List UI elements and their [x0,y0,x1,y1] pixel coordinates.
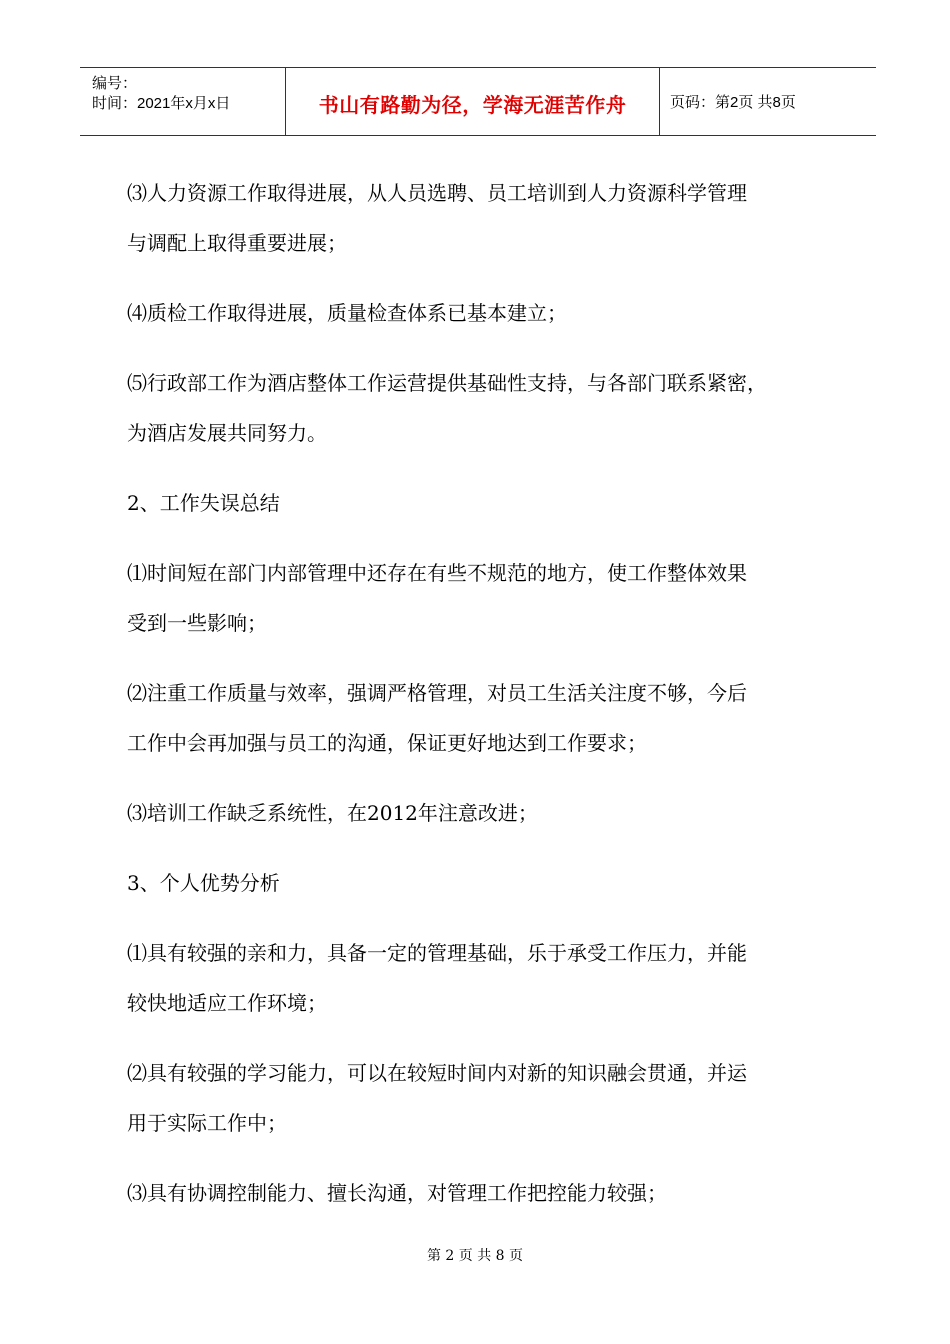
paragraph [127,788,837,838]
paragraph-line: ⑸行政部工作为酒店整体工作运营提供基础性支持，与各部门联系紧密， [127,371,767,395]
document-time-label: 时间：2021年x月x日 [92,95,231,112]
paragraph-line: 与调配上取得重要进展； [127,231,347,255]
paragraph-line: ⑶具有协调控制能力、擅长沟通，对管理工作把控能力较强； [127,1181,667,1205]
paragraph [127,668,837,768]
page-footer: 第 2 页 共 8 页 [426,1248,524,1264]
paragraph-line: ⑴具有较强的亲和力，具备一定的管理基础，乐于承受工作压力，并能 [127,941,747,965]
paragraph [127,478,837,528]
paragraph [127,358,837,458]
paragraph-line: 为酒店发展共同努力。 [127,421,327,445]
header-motto-cell [286,68,660,135]
header-motto: 书山有路勤为径，学海无涯苦作舟 [318,93,627,117]
paragraph-line: 用于实际工作中； [127,1111,287,1135]
paragraph [127,1168,837,1218]
header-meta-cell [80,68,286,135]
paragraph-line: 3、个人优势分析 [127,871,280,895]
header-page-label: 页码：第2页 共8页 [670,94,796,111]
paragraph [127,168,837,268]
paragraph-line: ⑶培训工作缺乏系统性，在2012年注意改进； [127,801,538,825]
paragraph-line: 2、工作失误总结 [127,491,280,515]
paragraph [127,548,837,648]
paragraph [127,288,837,338]
paragraph-line: ⑵注重工作质量与效率，强调严格管理，对员工生活关注度不够，今后 [127,681,747,705]
paragraph-line: ⑴时间短在部门内部管理中还存在有些不规范的地方，使工作整体效果 [127,561,747,585]
paragraph-line: 较快地适应工作环境； [127,991,327,1015]
paragraph [127,928,837,1028]
document-body [127,168,837,1238]
paragraph-line: 工作中会再加强与员工的沟通，保证更好地达到工作要求； [127,731,647,755]
paragraph-line: 受到一些影响； [127,611,267,635]
paragraph [127,1048,837,1148]
paragraph-line: ⑶人力资源工作取得进展，从人员选聘、员工培训到人力资源科学管理 [127,181,747,205]
paragraph-line: ⑷质检工作取得进展，质量检查体系已基本建立； [127,301,567,325]
header-page-cell [660,68,876,135]
paragraph-line: ⑵具有较强的学习能力，可以在较短时间内对新的知识融会贯通，并运 [127,1061,747,1085]
document-number-label: 编号： [92,75,138,92]
header-table [80,67,876,136]
paragraph [127,858,837,908]
